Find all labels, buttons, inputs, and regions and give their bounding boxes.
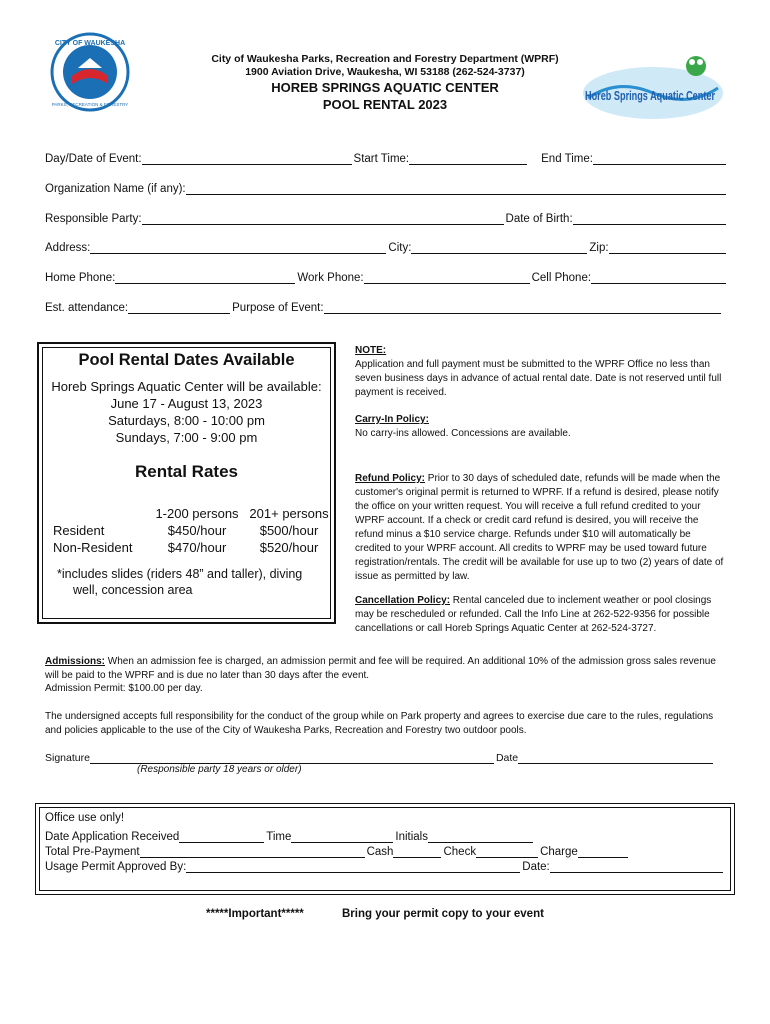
signature-row xyxy=(45,748,715,764)
zip-label: Zip: xyxy=(589,242,609,254)
office-row2 xyxy=(45,842,630,858)
rental-rates-title: Rental Rates xyxy=(135,462,238,481)
signature-field[interactable] xyxy=(90,752,494,764)
responsible-label: Responsible Party: xyxy=(45,213,142,225)
resident-label: Resident xyxy=(53,523,105,538)
signature-note: (Responsible party 18 years or older) xyxy=(137,764,302,775)
includes-text-2: well, concession area xyxy=(73,583,193,597)
undersigned-text: The undersigned accepts full responsibility for the conduct of the group while on Park property and agrees to exercise due care to the rules, regulations and policies applicable to the use of the City of Waukesha Parks, Recreation and Forestry two outdoor pools. xyxy=(45,711,714,736)
sundays-text: Sundays, 7:00 - 9:00 pm xyxy=(115,430,258,445)
time-label: Time xyxy=(266,831,292,843)
header xyxy=(160,53,610,113)
row-event xyxy=(45,149,728,165)
dob-field[interactable] xyxy=(573,213,726,225)
saturdays-text: Saturdays, 8:00 - 10:00 pm xyxy=(108,413,265,428)
row-org xyxy=(45,179,728,195)
approved-field[interactable] xyxy=(186,861,520,873)
purpose-field[interactable] xyxy=(324,302,721,314)
end-time-field[interactable] xyxy=(593,153,726,165)
row-attendance xyxy=(45,298,723,314)
page-subtitle: POOL RENTAL 2023 xyxy=(322,97,448,112)
work-phone-label: Work Phone: xyxy=(297,272,364,284)
bring-permit-text: Bring your permit copy to your event xyxy=(342,908,544,920)
admissions-section xyxy=(45,655,730,696)
page-title: HOREB SPRINGS AQUATIC CENTER xyxy=(271,80,499,95)
work-phone-field[interactable] xyxy=(364,272,530,284)
date-received-label: Date Application Received xyxy=(45,831,180,843)
office-date-label: Date: xyxy=(522,861,550,873)
address-field[interactable] xyxy=(90,242,386,254)
day-date-label: Day/Date of Event: xyxy=(45,153,142,165)
header-line2: 1900 Aviation Drive, Waukesha, WI 53188 (262-524-3737) xyxy=(245,66,525,78)
non-resident-label: Non-Resident xyxy=(53,540,133,555)
admissions-text: When an admission fee is charged, an admission permit and fee will be required. An additional 10% of the admission gross sales revenue will be paid to the WPRF and is due no later than 30 days after the event. xyxy=(45,656,716,681)
row-phones xyxy=(45,268,728,284)
cancel-title: Cancellation Policy: xyxy=(355,595,451,606)
carry-in-title: Carry-In Policy: xyxy=(355,414,429,425)
home-phone-label: Home Phone: xyxy=(45,272,116,284)
purpose-label: Purpose of Event: xyxy=(232,302,324,314)
check-label: Check xyxy=(443,846,477,858)
org-name-field[interactable] xyxy=(186,183,726,195)
cancel-text: Rental canceled due to inclement weather or pool closings may be rescheduled or refunded. Call the Info Line at 262-522-9356 for possible cancellations or call Horeb Springs Aquatic Center at 262-524-3727. xyxy=(355,595,712,634)
non-resident-rate-2: $520/hour xyxy=(259,540,319,555)
office-use-box xyxy=(35,803,735,895)
office-row1 xyxy=(45,827,535,843)
city-logo-bottom-text: PARKS, RECREATION & FORESTRY xyxy=(51,102,129,107)
signature-date-label: Date xyxy=(495,752,519,764)
day-date-field[interactable] xyxy=(142,153,352,165)
rental-dates-title: Pool Rental Dates Available xyxy=(78,351,295,369)
dob-label: Date of Birth: xyxy=(505,213,573,225)
city-logo xyxy=(50,32,130,112)
resident-rate-2: $500/hour xyxy=(259,523,319,538)
cell-phone-label: Cell Phone: xyxy=(531,272,592,284)
row-address xyxy=(45,238,728,254)
org-name-label: Organization Name (if any): xyxy=(45,183,186,195)
end-time-label: End Time: xyxy=(541,153,593,165)
dates-text: June 17 - August 13, 2023 xyxy=(110,396,263,411)
address-label: Address: xyxy=(45,242,91,254)
important-text: *****Important***** xyxy=(206,908,304,920)
charge-label: Charge xyxy=(540,846,578,858)
signature-label: Signature xyxy=(45,752,90,764)
refund-text: Prior to 30 days of scheduled date, refunds will be made when the customer's original permit is returned to WPRF. If a refund is desired, please notify the office on your written request. You will receive a full refund credited to your WPRF account. If a check or credit card refund is desired, you will receive the refund minus a $10 service charge. Refunds under $10 will automatically be credited to your WPRF account. All credits to WPRF may be used toward future registration/rentals. The credit will be available for use up to two (2) years of date of issue as permitted by law. xyxy=(355,473,724,582)
cash-label: Cash xyxy=(366,846,394,858)
initials-label: Initials xyxy=(395,831,428,843)
city-label: City: xyxy=(388,242,412,254)
signature-date-field[interactable] xyxy=(518,752,713,764)
admission-permit: Admission Permit: $100.00 per day. xyxy=(45,683,203,694)
city-logo-text: CITY OF WAUKESHA xyxy=(54,40,126,47)
approved-label: Usage Permit Approved By: xyxy=(45,861,187,873)
prepayment-label: Total Pre-Payment xyxy=(45,846,140,858)
attendance-field[interactable] xyxy=(128,302,230,314)
zip-field[interactable] xyxy=(609,242,726,254)
header-line1: City of Waukesha Parks, Recreation and Forestry Department (WPRF) xyxy=(211,53,559,65)
rental-dates-box xyxy=(37,342,336,624)
note-text: Application and full payment must be submitted to the WPRF Office no less than seven business days in advance of actual rental date. Date is not reserved until full payment is received. xyxy=(355,359,722,398)
cell-phone-field[interactable] xyxy=(591,272,726,284)
start-time-field[interactable] xyxy=(409,153,527,165)
rates-col1-header: 1-200 persons xyxy=(155,506,239,521)
notes-column xyxy=(355,344,725,636)
city-field[interactable] xyxy=(411,242,587,254)
home-phone-field[interactable] xyxy=(115,272,295,284)
includes-text-1: *includes slides (riders 48” and taller), diving xyxy=(57,567,303,581)
non-resident-rate-1: $470/hour xyxy=(167,540,227,555)
responsible-field[interactable] xyxy=(142,213,504,225)
office-title: Office use only! xyxy=(45,812,125,824)
resident-rate-1: $450/hour xyxy=(167,523,227,538)
refund-title: Refund Policy: xyxy=(355,473,426,484)
rates-col2-header: 201+ persons xyxy=(249,506,329,521)
note-title: NOTE: xyxy=(355,345,387,356)
row-responsible xyxy=(45,209,728,225)
available-text: Horeb Springs Aquatic Center will be available: xyxy=(51,379,322,394)
admissions-title: Admissions: xyxy=(45,656,106,667)
carry-in-text: No carry-ins allowed. Concessions are available. xyxy=(355,428,571,439)
aquatic-logo-text: Horeb Springs Aquatic Center xyxy=(585,88,715,103)
attendance-label: Est. attendance: xyxy=(45,302,129,314)
office-date-field[interactable] xyxy=(550,861,723,873)
start-time-label: Start Time: xyxy=(353,153,410,165)
office-row3 xyxy=(45,857,725,873)
